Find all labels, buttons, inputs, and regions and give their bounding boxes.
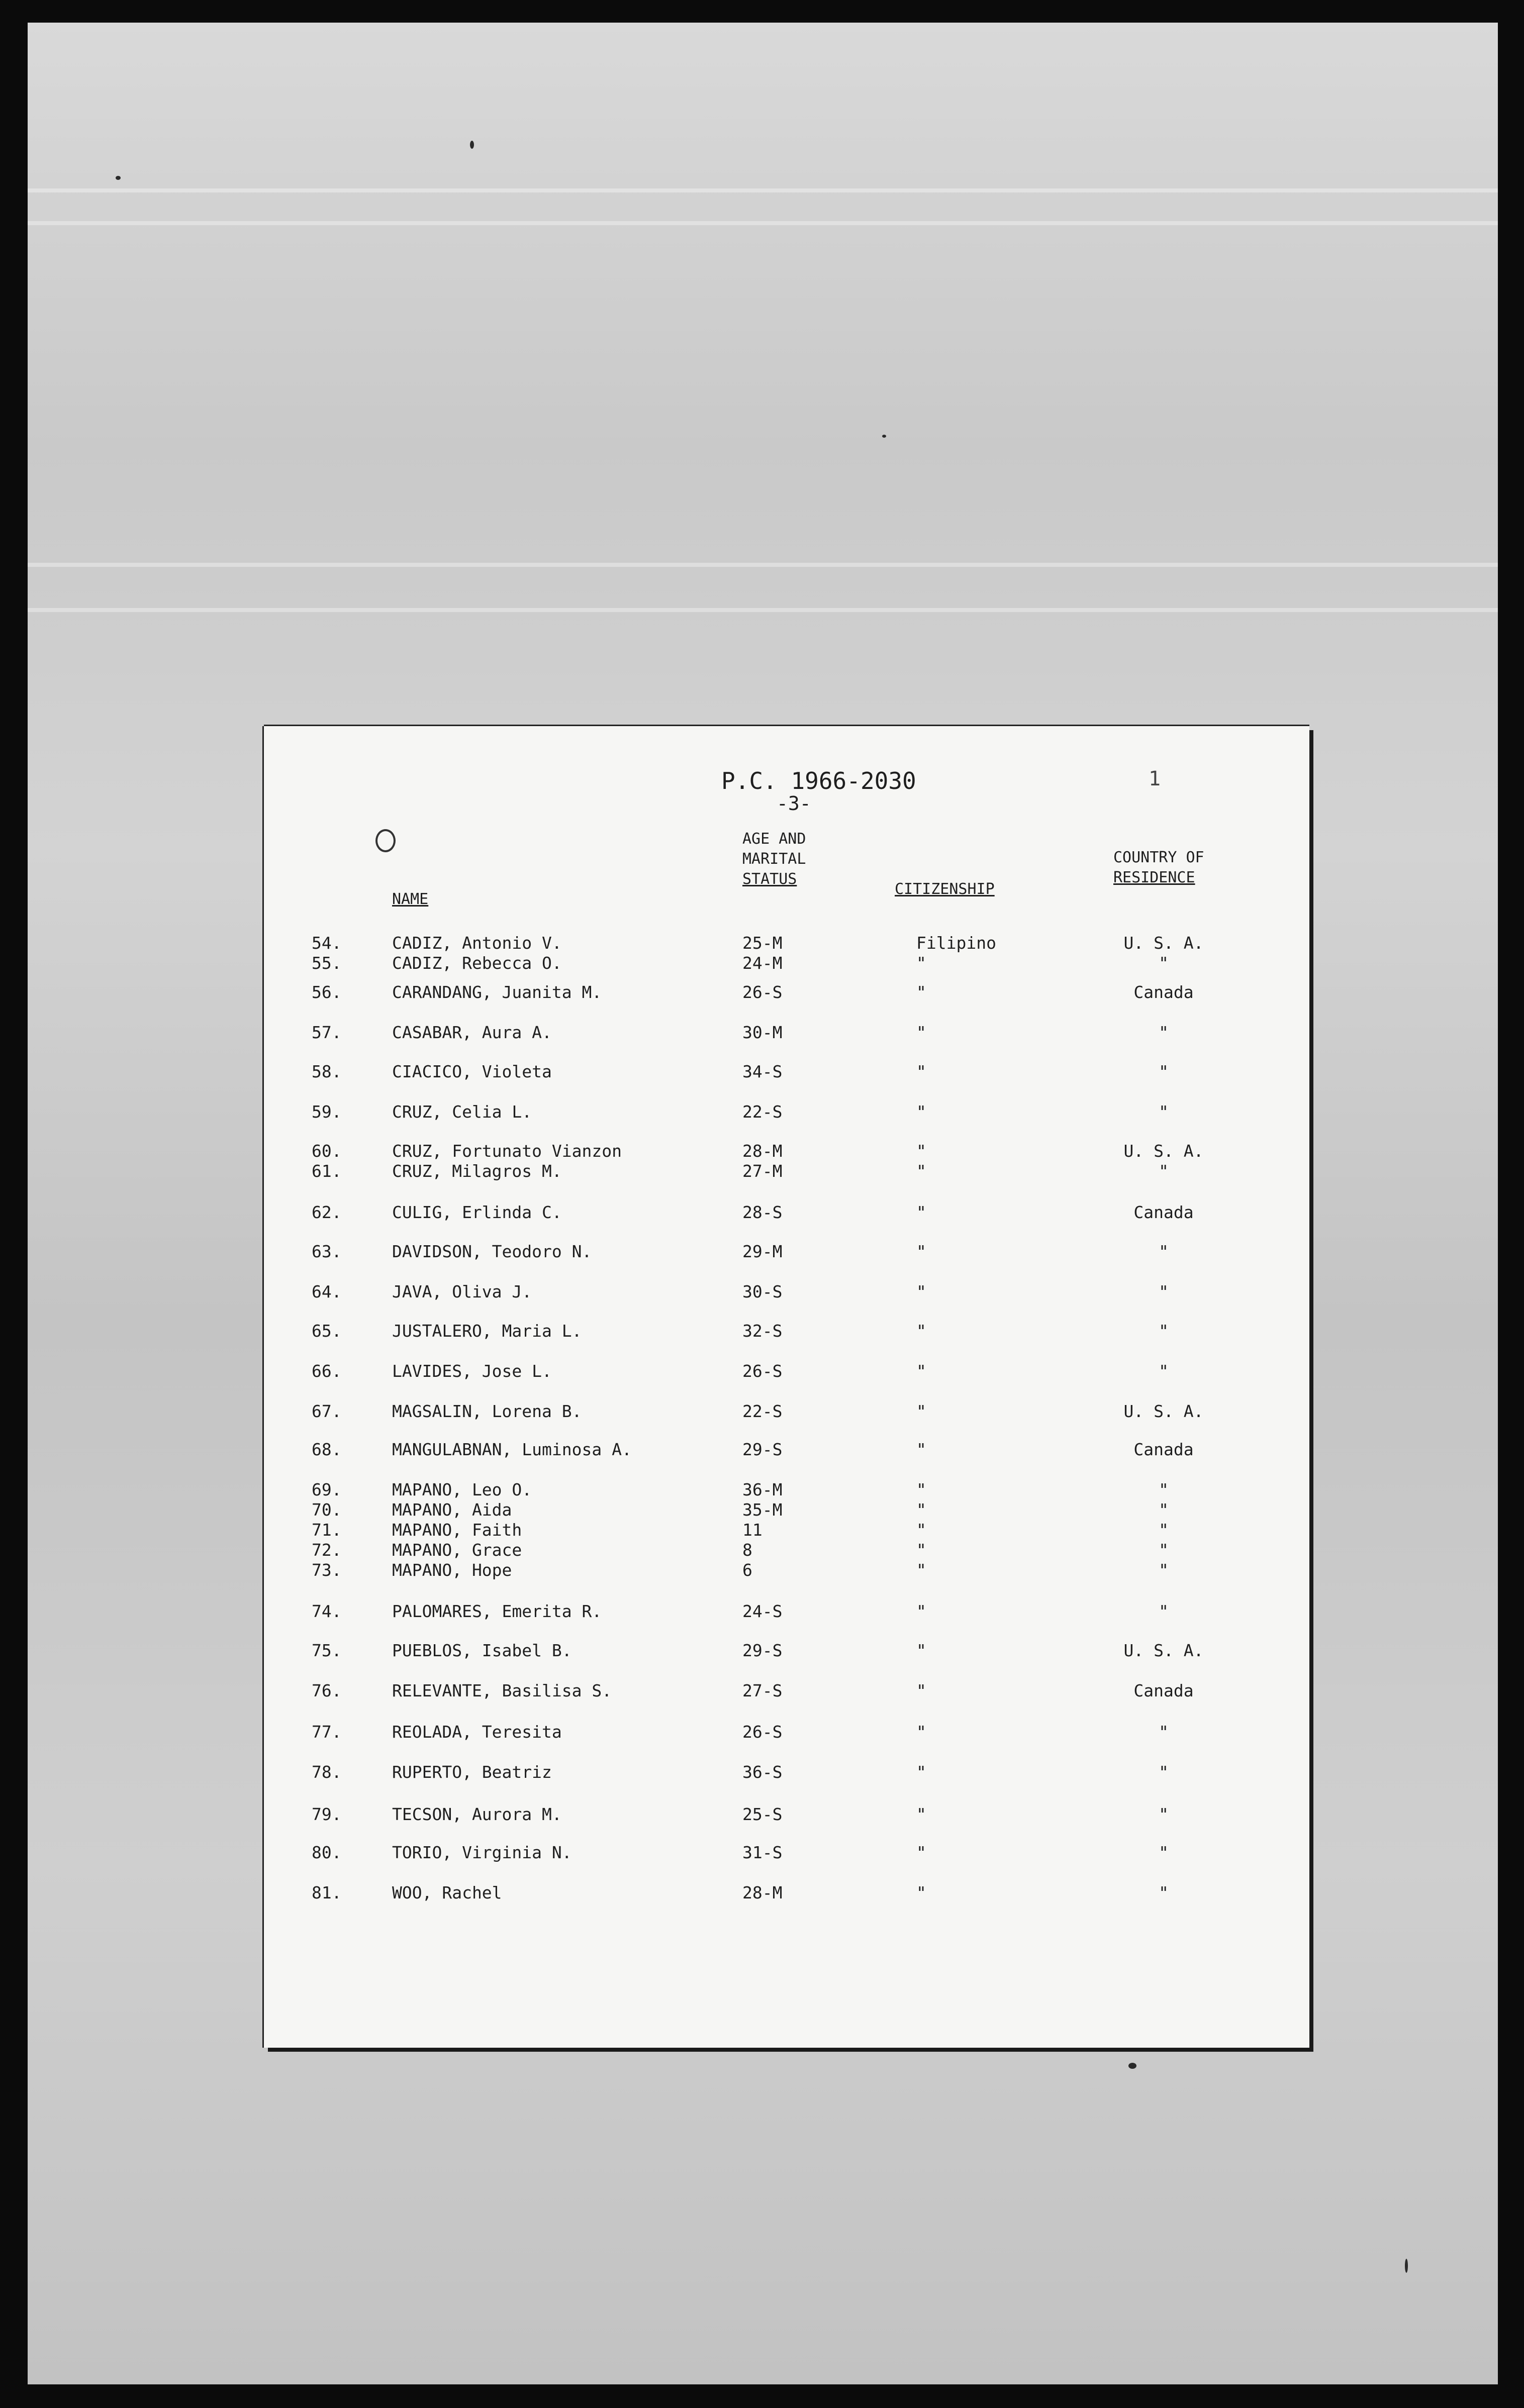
scan-band xyxy=(28,188,1498,192)
citizenship: " xyxy=(916,1520,926,1540)
row-number: 74. xyxy=(312,1601,342,1621)
citizenship: " xyxy=(916,1843,926,1862)
applicant-name: RELEVANTE, Basilisa S. xyxy=(392,1681,612,1700)
citizenship: " xyxy=(916,1560,926,1580)
punch-hole xyxy=(375,829,396,852)
age-marital-status: 34-S xyxy=(742,1062,783,1081)
row-number: 75. xyxy=(312,1641,342,1660)
citizenship: " xyxy=(916,1883,926,1902)
applicant-name: TECSON, Aurora M. xyxy=(392,1804,562,1824)
age-marital-status: 30-M xyxy=(742,1023,783,1042)
country-of-residence: " xyxy=(1159,1361,1169,1381)
header-line: STATUS xyxy=(742,870,797,888)
citizenship: " xyxy=(916,1480,926,1499)
applicant-name: CASABAR, Aura A. xyxy=(392,1023,552,1042)
row-number: 72. xyxy=(312,1540,342,1560)
applicant-name: MANGULABNAN, Luminosa A. xyxy=(392,1440,632,1459)
citizenship: " xyxy=(916,982,926,1002)
applicant-name: WOO, Rachel xyxy=(392,1883,502,1902)
header-country-of-residence xyxy=(1113,848,1204,888)
row-number: 58. xyxy=(312,1062,342,1081)
applicant-name: MAPANO, Grace xyxy=(392,1540,522,1560)
citizenship: " xyxy=(916,1242,926,1261)
film-speck xyxy=(1405,2259,1408,2273)
age-marital-status: 28-M xyxy=(742,1141,783,1161)
age-marital-status: 26-S xyxy=(742,1722,783,1742)
country-of-residence: " xyxy=(1159,1102,1169,1122)
age-marital-status: 26-S xyxy=(742,982,783,1002)
applicant-name: DAVIDSON, Teodoro N. xyxy=(392,1242,592,1261)
scan-band xyxy=(28,221,1498,225)
row-number: 60. xyxy=(312,1141,342,1161)
country-of-residence: " xyxy=(1159,1540,1169,1560)
age-marital-status: 24-M xyxy=(742,953,783,973)
applicant-name: CARANDANG, Juanita M. xyxy=(392,982,602,1002)
age-marital-status: 31-S xyxy=(742,1843,783,1862)
applicant-name: CIACICO, Violeta xyxy=(392,1062,552,1081)
country-of-residence: U. S. A. xyxy=(1123,1141,1204,1161)
age-marital-status: 25-M xyxy=(742,933,783,953)
row-number: 66. xyxy=(312,1361,342,1381)
citizenship: " xyxy=(916,1282,926,1301)
citizenship: " xyxy=(916,1202,926,1222)
row-number: 68. xyxy=(312,1440,342,1459)
applicant-name: PUEBLOS, Isabel B. xyxy=(392,1641,572,1660)
applicant-name: MAPANO, Aida xyxy=(392,1500,512,1520)
row-number: 56. xyxy=(312,982,342,1002)
country-of-residence: " xyxy=(1159,1242,1169,1261)
row-number: 61. xyxy=(312,1161,342,1181)
country-of-residence: Canada xyxy=(1133,1681,1194,1700)
country-of-residence: " xyxy=(1159,1883,1169,1902)
country-of-residence: " xyxy=(1159,1161,1169,1181)
country-of-residence: " xyxy=(1159,1500,1169,1520)
country-of-residence: " xyxy=(1159,1321,1169,1341)
applicant-name: PALOMARES, Emerita R. xyxy=(392,1601,602,1621)
citizenship: " xyxy=(916,1023,926,1042)
citizenship: " xyxy=(916,1321,926,1341)
row-number: 79. xyxy=(312,1804,342,1824)
film-speck xyxy=(116,176,121,180)
applicant-name: CULIG, Erlinda C. xyxy=(392,1202,562,1222)
age-marital-status: 8 xyxy=(742,1540,752,1560)
row-number: 78. xyxy=(312,1762,342,1782)
age-marital-status: 11 xyxy=(742,1520,763,1540)
row-number: 62. xyxy=(312,1202,342,1222)
header-line: AGE AND xyxy=(742,830,806,848)
age-marital-status: 22-S xyxy=(742,1102,783,1122)
row-number: 63. xyxy=(312,1242,342,1261)
applicant-name: CADIZ, Antonio V. xyxy=(392,933,562,953)
row-number: 69. xyxy=(312,1480,342,1499)
age-marital-status: 29-M xyxy=(742,1242,783,1261)
applicant-name: MAPANO, Faith xyxy=(392,1520,522,1540)
age-marital-status: 35-M xyxy=(742,1500,783,1520)
citizenship: " xyxy=(916,1102,926,1122)
citizenship: " xyxy=(916,1062,926,1081)
age-marital-status: 30-S xyxy=(742,1282,783,1301)
applicant-name: CRUZ, Milagros M. xyxy=(392,1161,562,1181)
row-number: 59. xyxy=(312,1102,342,1122)
age-marital-status: 29-S xyxy=(742,1440,783,1459)
row-number: 73. xyxy=(312,1560,342,1580)
row-number: 55. xyxy=(312,953,342,973)
applicant-name: MAPANO, Hope xyxy=(392,1560,512,1580)
country-of-residence: " xyxy=(1159,1560,1169,1580)
country-of-residence: " xyxy=(1159,1062,1169,1081)
scan-band xyxy=(28,563,1498,567)
margin-mark: 1 xyxy=(1149,767,1161,790)
age-marital-status: 27-M xyxy=(742,1161,783,1181)
citizenship: " xyxy=(916,1601,926,1621)
header-name: NAME xyxy=(392,890,429,908)
document-reference: P.C. 1966-2030 xyxy=(721,767,916,794)
header-line: MARITAL xyxy=(742,850,806,868)
row-number: 80. xyxy=(312,1843,342,1862)
citizenship: " xyxy=(916,1762,926,1782)
age-marital-status: 28-M xyxy=(742,1883,783,1902)
applicant-name: CADIZ, Rebecca O. xyxy=(392,953,562,973)
film-speck xyxy=(882,435,886,438)
row-number: 71. xyxy=(312,1520,342,1540)
page-number: -3- xyxy=(777,792,811,815)
citizenship: " xyxy=(916,1401,926,1421)
applicant-name: JAVA, Oliva J. xyxy=(392,1282,532,1301)
citizenship: " xyxy=(916,1722,926,1742)
age-marital-status: 36-M xyxy=(742,1480,783,1499)
film-speck xyxy=(470,141,474,149)
age-marital-status: 36-S xyxy=(742,1762,783,1782)
row-number: 81. xyxy=(312,1883,342,1902)
citizenship: " xyxy=(916,1141,926,1161)
country-of-residence: " xyxy=(1159,1722,1169,1742)
applicant-name: JUSTALERO, Maria L. xyxy=(392,1321,582,1341)
microfilm-frame xyxy=(28,23,1498,2384)
row-number: 76. xyxy=(312,1681,342,1700)
row-number: 57. xyxy=(312,1023,342,1042)
country-of-residence: U. S. A. xyxy=(1123,1401,1204,1421)
age-marital-status: 24-S xyxy=(742,1601,783,1621)
country-of-residence: " xyxy=(1159,1843,1169,1862)
citizenship: " xyxy=(916,1361,926,1381)
citizenship: " xyxy=(916,1681,926,1700)
applicant-name: RUPERTO, Beatriz xyxy=(392,1762,552,1782)
citizenship: Filipino xyxy=(916,933,996,953)
country-of-residence: " xyxy=(1159,1023,1169,1042)
citizenship: " xyxy=(916,1161,926,1181)
country-of-residence: U. S. A. xyxy=(1123,933,1204,953)
age-marital-status: 27-S xyxy=(742,1681,783,1700)
age-marital-status: 26-S xyxy=(742,1361,783,1381)
age-marital-status: 25-S xyxy=(742,1804,783,1824)
applicant-name: LAVIDES, Jose L. xyxy=(392,1361,552,1381)
citizenship: " xyxy=(916,953,926,973)
row-number: 54. xyxy=(312,933,342,953)
applicant-name: TORIO, Virginia N. xyxy=(392,1843,572,1862)
document-sheet xyxy=(264,726,1309,2048)
row-number: 67. xyxy=(312,1401,342,1421)
header-citizenship: CITIZENSHIP xyxy=(895,880,995,898)
citizenship: " xyxy=(916,1540,926,1560)
applicant-name: CRUZ, Celia L. xyxy=(392,1102,532,1122)
scan-band xyxy=(28,608,1498,612)
age-marital-status: 28-S xyxy=(742,1202,783,1222)
age-marital-status: 32-S xyxy=(742,1321,783,1341)
country-of-residence: Canada xyxy=(1133,982,1194,1002)
age-marital-status: 29-S xyxy=(742,1641,783,1660)
country-of-residence: " xyxy=(1159,1282,1169,1301)
country-of-residence: " xyxy=(1159,953,1169,973)
country-of-residence: " xyxy=(1159,1601,1169,1621)
applicant-name: MAPANO, Leo O. xyxy=(392,1480,532,1499)
country-of-residence: " xyxy=(1159,1520,1169,1540)
film-speck xyxy=(1128,2063,1136,2069)
applicant-name: CRUZ, Fortunato Vianzon xyxy=(392,1141,622,1161)
row-number: 70. xyxy=(312,1500,342,1520)
header-line: COUNTRY OF xyxy=(1113,849,1204,866)
applicant-name: REOLADA, Teresita xyxy=(392,1722,562,1742)
country-of-residence: " xyxy=(1159,1804,1169,1824)
citizenship: " xyxy=(916,1641,926,1660)
country-of-residence: U. S. A. xyxy=(1123,1641,1204,1660)
header-line: RESIDENCE xyxy=(1113,869,1195,886)
citizenship: " xyxy=(916,1804,926,1824)
header-age-marital-status xyxy=(742,829,806,889)
applicant-name: MAGSALIN, Lorena B. xyxy=(392,1401,582,1421)
country-of-residence: " xyxy=(1159,1762,1169,1782)
country-of-residence: Canada xyxy=(1133,1440,1194,1459)
row-number: 64. xyxy=(312,1282,342,1301)
country-of-residence: " xyxy=(1159,1480,1169,1499)
row-number: 65. xyxy=(312,1321,342,1341)
citizenship: " xyxy=(916,1500,926,1520)
country-of-residence: Canada xyxy=(1133,1202,1194,1222)
age-marital-status: 6 xyxy=(742,1560,752,1580)
age-marital-status: 22-S xyxy=(742,1401,783,1421)
citizenship: " xyxy=(916,1440,926,1459)
row-number: 77. xyxy=(312,1722,342,1742)
